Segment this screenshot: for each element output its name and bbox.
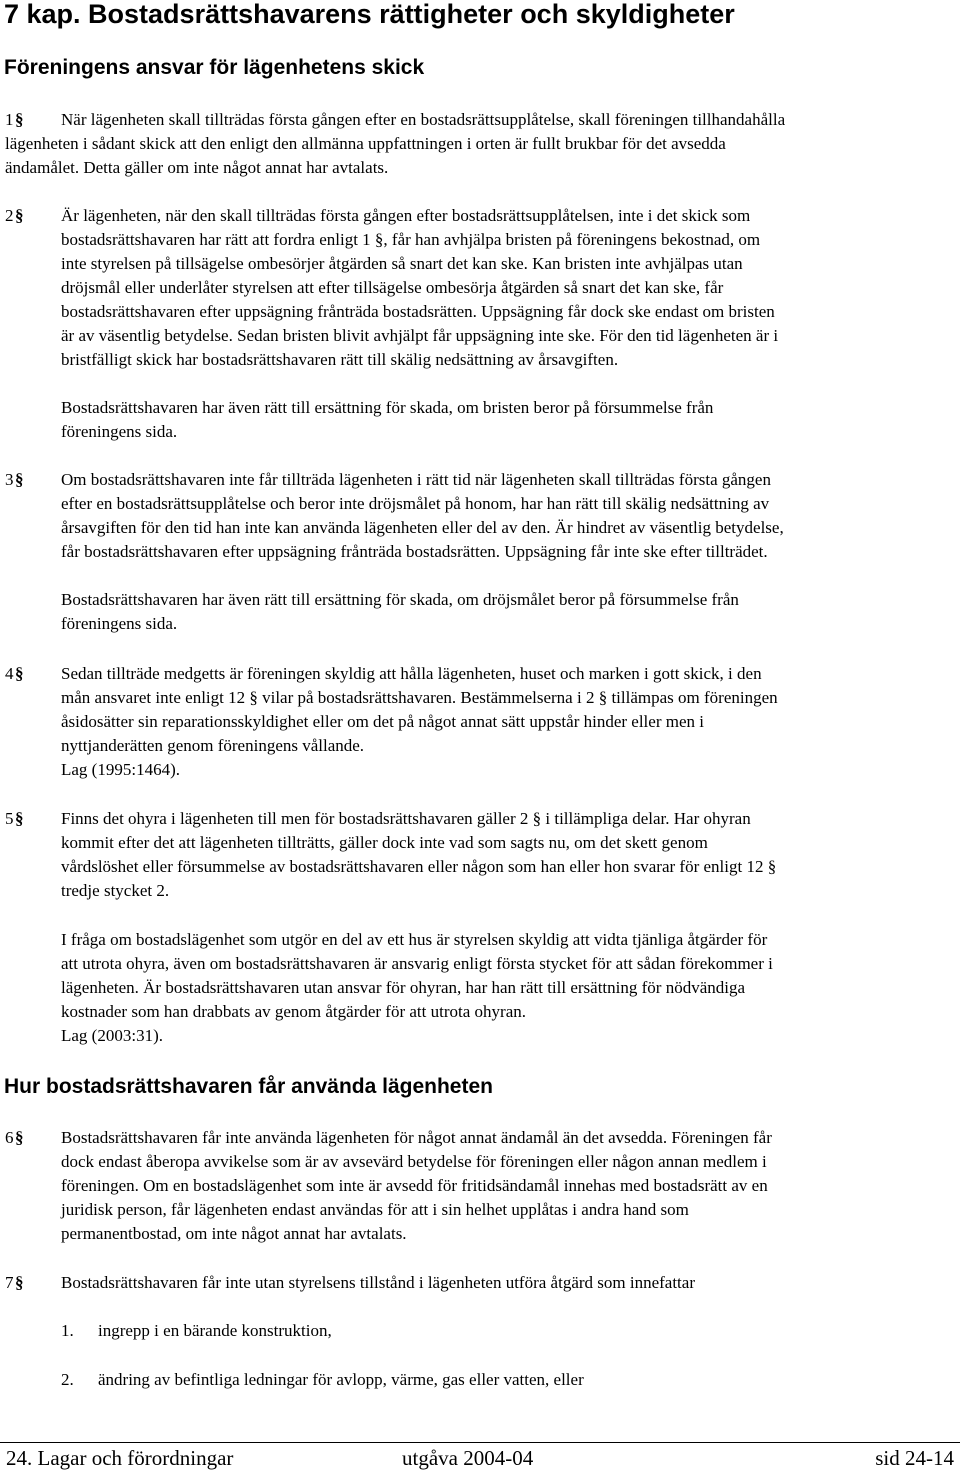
text-line: årsavgiften för den tid han inte kan använda lägenheten eller del av den. Är hindret av väsentlig betydelse, — [61, 518, 784, 537]
text-line: lägenheten i sådant skick att den enligt den allmänna uppfattningen i orten är fullt brukbar för det avsedda — [5, 134, 726, 153]
text-line: Är lägenheten, när den skall tillträdas första gången efter bostadsrättsupplåtelsen, inte i det skick som — [61, 206, 751, 225]
section-sign: § — [15, 206, 24, 225]
law-reference: Lag (1995:1464). — [61, 760, 180, 779]
page-footer — [0, 1442, 960, 1472]
paragraph-number: 5 — [5, 809, 14, 828]
text-line: Bostadsrättshavaren har även rätt till ersättning för skada, om dröjsmålet beror på försummelse från — [61, 590, 739, 609]
paragraph-number: 3 — [5, 470, 14, 489]
text-line: juridisk person, får lägenheten endast användas för att i sin helhet upplåtas i andra hand som — [61, 1200, 689, 1219]
text-line: vårdslöshet eller försummelse av bostadsrättshavaren eller någon som han eller hon svarar för enligt 12 § — [61, 857, 777, 876]
text-line: I fråga om bostadslägenhet som utgör en del av ett hus är styrelsen skyldig att vidta tjänliga åtgärder för — [61, 930, 768, 949]
text-line: nyttjanderätten genom föreningens vållande. — [61, 736, 365, 755]
text-line: mån ansvaret inte enligt 12 § vilar på bostadsrättshavaren. Bestämmelserna i 2 § tillämpas om föreningen — [61, 688, 778, 707]
section-sign: § — [15, 664, 24, 683]
text-line: dröjsmål eller underlåter styrelsen att efter tillsägelse ombesörja åtgärden så snart det kan ske, får — [61, 278, 724, 297]
paragraph-number: 7 — [5, 1273, 14, 1292]
text-line: dock endast åberopa avvikelse som är av avsevärd betydelse för föreningen eller någon annan medlem i — [61, 1152, 767, 1171]
text-line: att utrota ohyra, även om bostadsrättshavaren är ansvarig enligt första stycket för att sådan förekommer i — [61, 954, 773, 973]
text-line: kommit efter det att lägenheten tillträtts, gäller dock inte vad som sagts nu, om det skett genom — [61, 833, 708, 852]
text-line: kostnader som han drabbats av genom åtgärder för att utrota ohyran. — [61, 1002, 526, 1021]
list-item-number: 1. — [61, 1321, 74, 1340]
chapter-heading: 7 kap. Bostadsrättshavarens rättigheter och skyldigheter — [4, 0, 735, 29]
text-line: När lägenheten skall tillträdas första gången efter en bostadsrättsupplåtelse, skall föreningen tillhandahålla — [61, 110, 786, 129]
text-line: bostadsrättshavaren efter uppsägning frånträda bostadsrätten. Uppsägning får dock ske endast om bristen — [61, 302, 775, 321]
text-line: bostadsrättshavaren har rätt att fordra enligt 1 §, får han avhjälpa bristen på föreningens bekostnad, om — [61, 230, 761, 249]
footer-edition: utgåva 2004-04 — [402, 1446, 534, 1470]
paragraph-number: 2 — [5, 206, 14, 225]
text-line: är av väsentlig betydelse. Sedan bristen blivit avhjälpt får uppsägning inte ske. För den tid lägenheten är i — [61, 326, 779, 345]
section-sign: § — [15, 1273, 24, 1292]
paragraph-number: 4 — [5, 664, 14, 683]
section-title-anvanda-lagenheten: Hur bostadsrättshavaren får använda lägenheten — [4, 1075, 493, 1098]
text-line: föreningens sida. — [61, 422, 178, 441]
text-line: Om bostadsrättshavaren inte får tillträda lägenheten i rätt tid när lägenheten skall tillträdas första gången — [61, 470, 771, 489]
text-line: tredje stycket 2. — [61, 881, 170, 900]
text-line: föreningens sida. — [61, 614, 178, 633]
footer-page-number: sid 24-14 — [875, 1446, 954, 1470]
text-line: permanentbostad, om inte något annat har avtalats. — [61, 1224, 407, 1243]
paragraph-number: 6 — [5, 1128, 14, 1147]
text-line: lägenheten. Är bostadsrättshavaren utan ansvar för ohyran, har han rätt till ersättning för nödvändiga — [61, 978, 746, 997]
section-sign: § — [15, 1128, 24, 1147]
text-line: efter en bostadsrättsupplåtelse och beror inte dröjsmålet på honom, har han rätt till skälig nedsättning av — [61, 494, 770, 513]
list-item-number: 2. — [61, 1370, 74, 1389]
list-item: ändring av befintliga ledningar för avlopp, värme, gas eller vatten, eller — [98, 1370, 584, 1389]
text-line: Bostadsrättshavaren får inte utan styrelsens tillstånd i lägenheten utföra åtgärd som innefattar — [61, 1273, 695, 1292]
text-line: bristfälligt skick har bostadsrättshavaren rätt till skälig nedsättning av årsavgiften. — [61, 350, 619, 369]
text-line: får bostadsrättshavaren efter uppsägning frånträda bostadsrätten. Uppsägning får inte ske efter tillträdet. — [61, 542, 768, 561]
text-line: Bostadsrättshavaren får inte använda lägenheten för något annat ändamål än det avsedda. Föreningen får — [61, 1128, 772, 1147]
text-line: Finns det ohyra i lägenheten till men för bostadsrättshavaren gäller 2 § i tillämpliga delar. Har ohyran — [61, 809, 751, 828]
text-line: inte styrelsen på tillsägelse ombesörjer åtgärden så snart det kan ske. Kan bristen inte avhjälpas utan — [61, 254, 743, 273]
text-line: Bostadsrättshavaren har även rätt till ersättning för skada, om bristen beror på försummelse från — [61, 398, 714, 417]
section-title-lagenhetens-skick: Föreningens ansvar för lägenhetens skick — [4, 56, 425, 79]
law-reference: Lag (2003:31). — [61, 1026, 163, 1045]
section-sign: § — [15, 809, 24, 828]
section-sign: § — [15, 470, 24, 489]
section-sign: § — [15, 110, 24, 129]
text-line: föreningen. Om en bostadslägenhet som inte är avsedd för fritidsändamål innehas med bostadsrätt av en — [61, 1176, 768, 1195]
text-line: åsidosätter sin reparationsskyldighet eller om det på något annat sätt uppstår hinder eller men i — [61, 712, 704, 731]
paragraph-number: 1 — [5, 110, 14, 129]
footer-chapter: 24. Lagar och förordningar — [6, 1446, 234, 1470]
text-line: ändamålet. Detta gäller om inte något annat har avtalats. — [5, 158, 389, 177]
list-item: ingrepp i en bärande konstruktion, — [98, 1321, 332, 1340]
text-line: Sedan tillträde medgetts är föreningen skyldig att hålla lägenheten, huset och marken i gott skick, i den — [61, 664, 762, 683]
